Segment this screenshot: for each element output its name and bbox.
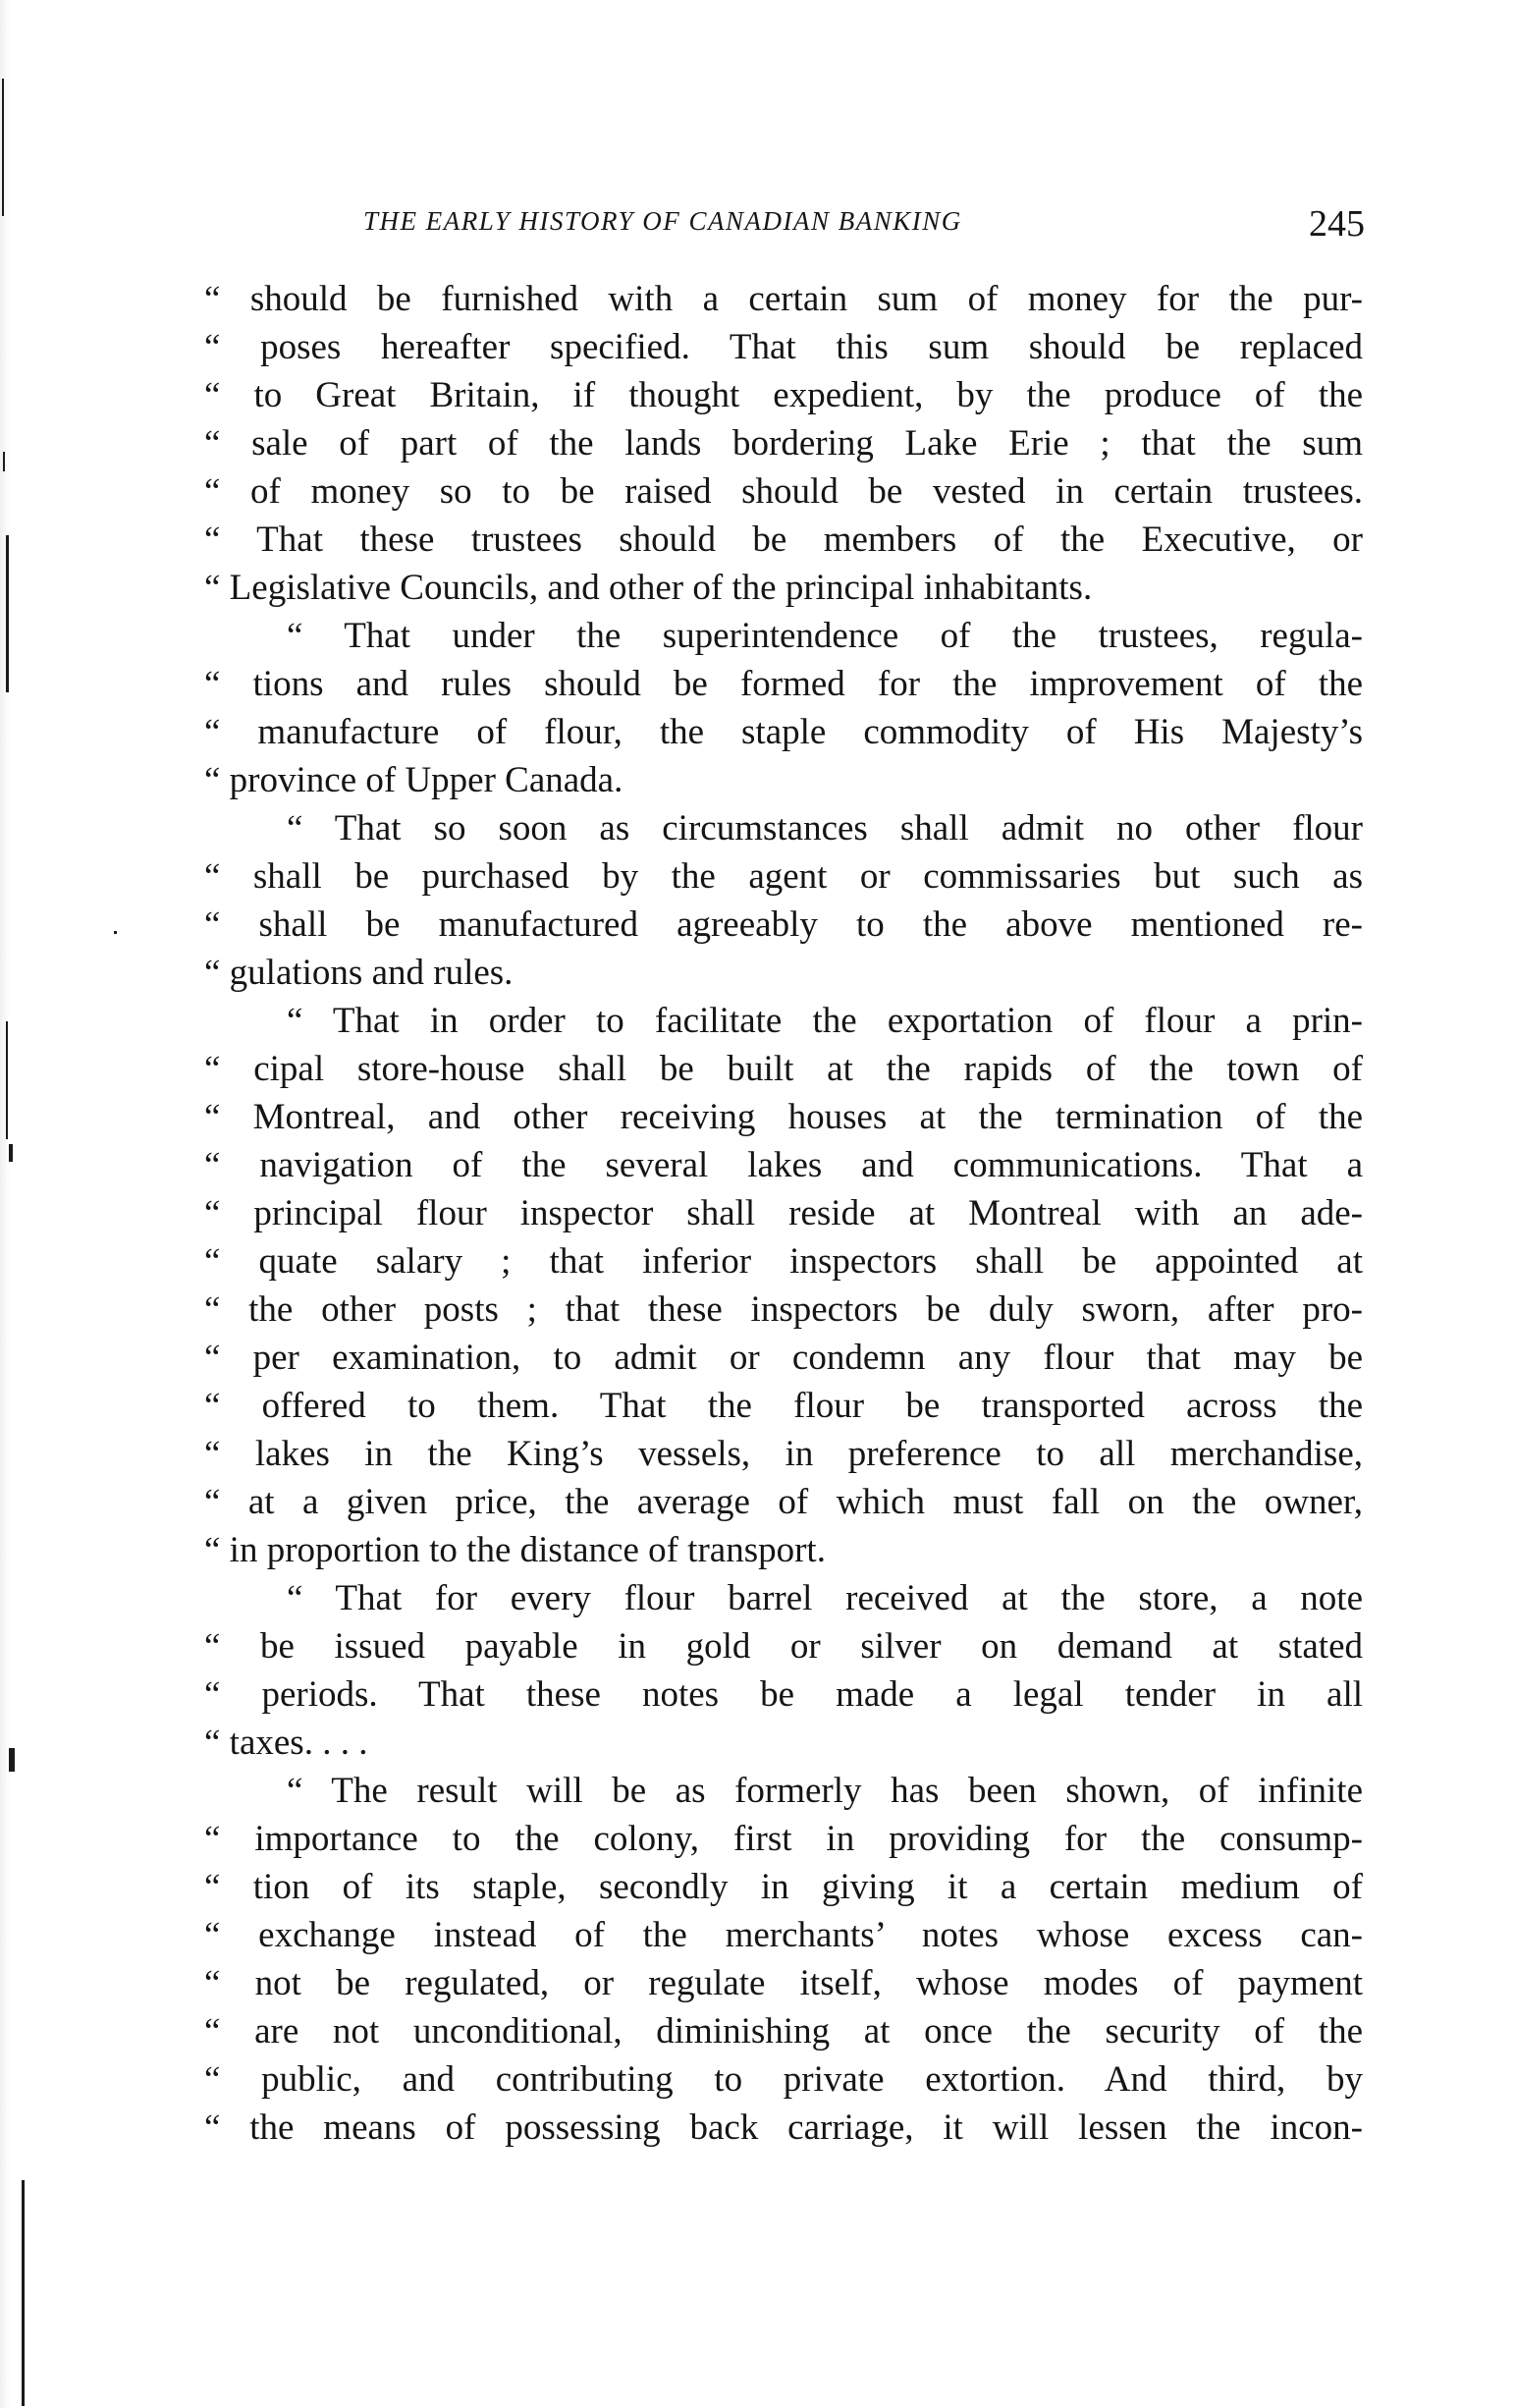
edge-mark [6,535,9,692]
text-line: “ shall be purchased by the agent or commissaries but such as [204,856,1363,897]
edge-mark [9,1748,15,1772]
text-line: “ poses hereafter specified. That this sum should be replaced [204,327,1363,367]
text-line: “ public, and contributing to private extortion. And third, by [204,2059,1363,2100]
text-line: “ in proportion to the distance of transport. [204,1530,826,1570]
text-line: “ sale of part of the lands bordering Lake Erie ; that the sum [204,423,1363,464]
text-line: “ at a given price, the average of which must fall on the owner, [204,1482,1363,1522]
edge-mark [6,1021,8,1139]
text-line: “ lakes in the King’s vessels, in preference to all merchandise, [204,1434,1363,1474]
edge-mark [3,452,5,471]
page-left-edge-shadow [0,0,10,2408]
text-line: “ periods. That these notes be made a legal tender in all [204,1674,1363,1715]
text-line: “ That so soon as circumstances shall admit no other flour [287,808,1363,848]
text-line: “ gulations and rules. [204,953,514,993]
body-text [204,275,1363,2152]
text-line: “ should be furnished with a certain sum of money for the pur- [204,279,1363,319]
text-line: “ taxes. . . . [204,1723,368,1763]
text-line: “ the other posts ; that these inspectors be duly sworn, after pro- [204,1289,1363,1330]
text-line: “ importance to the colony, first in providing for the consump- [204,1819,1363,1859]
text-line: “ are not unconditional, diminishing at once the security of the [204,2011,1363,2052]
text-line: “ navigation of the several lakes and communications. That a [204,1145,1363,1185]
text-line: “ not be regulated, or regulate itself, whose modes of payment [204,1963,1363,2003]
text-line: “ That under the superintendence of the trustees, regula- [287,616,1363,656]
text-line: “ shall be manufactured agreeably to the above mentioned re- [204,904,1363,945]
text-line: “ per examination, to admit or condemn any flour that may be [204,1338,1363,1378]
text-line: “ the means of possessing back carriage, it will lessen the incon- [204,2107,1363,2148]
text-line: “ The result will be as formerly has been shown, of infinite [287,1771,1363,1811]
page-number: 245 [1309,203,1365,245]
text-line: “ manufacture of flour, the staple commodity of His Majesty’s [204,712,1363,752]
text-line: “ offered to them. That the flour be transported across the [204,1386,1363,1426]
text-line: “ Montreal, and other receiving houses at the termination of the [204,1097,1363,1137]
text-line: “ tion of its staple, secondly in giving it a certain medium of [204,1867,1363,1907]
edge-mark [114,931,117,934]
text-line: “ That these trustees should be members of the Executive, or [204,520,1363,560]
text-line: “ to Great Britain, if thought expedient, by the produce of the [204,375,1363,415]
text-line: “ province of Upper Canada. [204,760,623,800]
text-line: “ That for every flour barrel received at the store, a note [287,1578,1363,1618]
edge-mark [2,79,4,216]
text-line: “ cipal store-house shall be built at the rapids of the town of [204,1049,1363,1089]
running-head: THE EARLY HISTORY OF CANADIAN BANKING [363,206,962,236]
text-line: “ Legislative Councils, and other of the principal inhabitants. [204,568,1093,608]
text-line: “ exchange instead of the merchants’ notes whose excess can- [204,1915,1363,1955]
edge-mark [22,2180,25,2406]
text-line: “ That in order to facilitate the exportation of flour a prin- [287,1001,1363,1041]
text-line: “ be issued payable in gold or silver on demand at stated [204,1626,1363,1667]
text-line: “ quate salary ; that inferior inspectors shall be appointed at [204,1241,1363,1282]
text-line: “ of money so to be raised should be vested in certain trustees. [204,471,1363,512]
page-header [363,203,1365,246]
edge-mark [9,1144,13,1162]
text-line: “ tions and rules should be formed for the improvement of the [204,664,1363,704]
text-line: “ principal flour inspector shall reside at Montreal with an ade- [204,1193,1363,1233]
